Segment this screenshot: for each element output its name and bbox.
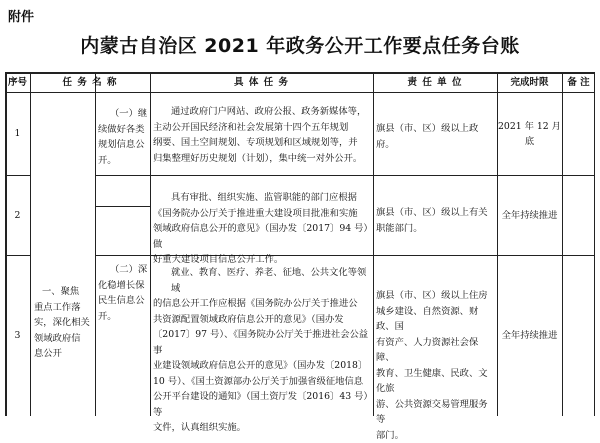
row3-seq: 3 (5, 256, 30, 416)
col-divider-1 (30, 72, 31, 416)
row3-detail-line: 10 号）、《国土资源部办公厅关于加强省级征地信息 (153, 374, 372, 390)
header-responsible: 责 任 单 位 (373, 72, 497, 93)
category-line: 息公开 (34, 346, 94, 362)
row2-responsible (376, 205, 496, 236)
subtask-1-line: （一）继 (98, 106, 150, 122)
row3-detail (153, 265, 372, 436)
category-line: 一、聚焦 (34, 284, 94, 300)
row1-seq: 1 (5, 93, 30, 175)
row1-responsible-line: 府。 (376, 137, 496, 153)
row3-deadline: 全年持续推进 (497, 256, 562, 416)
category-line: 领域政府信 (34, 331, 94, 347)
row2-detail (153, 190, 372, 268)
subtask-2-line: 开。 (98, 309, 150, 325)
row3-detail-line: 〔2017〕97 号）、《国务院办公厅关于推进社会公益事 (153, 327, 372, 358)
col-divider-3 (150, 72, 151, 416)
col-divider-2 (95, 72, 96, 416)
category-line: 实，深化相关 (34, 315, 94, 331)
task-table (5, 72, 595, 416)
row2-deadline: 全年持续推进 (497, 176, 562, 255)
row1-detail-line: 纲要、国土空间规划、专项规划和区域规划等，并 (153, 135, 372, 151)
row1-remark (562, 93, 595, 175)
row2-remark (562, 176, 595, 255)
row3-detail-line: 公开平台建设的通知》（国土资厅发〔2016〕43 号）等 (153, 389, 372, 420)
row3-detail-line: 文件，认真组织实施。 (153, 420, 372, 436)
row2-detail-line: 《国务院办公厅关于推进重大建设项目批准和实施 (153, 206, 372, 222)
row1-detail-line: 通过政府门户网站、政府公报、政务新媒体等， (153, 104, 372, 120)
attachment-label: 附件 (8, 6, 34, 25)
row3-detail-line: 共资源配置领域政府信息公开的意见》（国办发 (153, 312, 372, 328)
row3-responsible-line: 教育、卫生健康、民政、文化旅 (376, 366, 496, 397)
row1-deadline: 2021 年 12 月底 (497, 93, 562, 175)
col-divider-4 (373, 72, 374, 416)
row2-detail-line: 好重大建设项目信息公开工作。 (153, 252, 372, 268)
subtask-1-line: 续做好各类 (98, 122, 150, 138)
category-name (34, 284, 94, 362)
row2-responsible-line: 职能部门。 (376, 221, 496, 237)
subtask-2-line: （二）深 (98, 262, 150, 278)
row3-responsible-line: 有资产、人力资源社会保障、 (376, 335, 496, 366)
sub1-bottom-border (95, 206, 150, 207)
row3-responsible (376, 288, 496, 443)
row2-detail-line: 具有审批、组织实施、监管职能的部门应根据 (153, 190, 372, 206)
subtask-1-line: 规划信息公 (98, 137, 150, 153)
row3-detail-line: 业建设领域政府信息公开的意见》（国办发〔2018〕 (153, 358, 372, 374)
row2-responsible-line: 旗县（市、区）级以上有关 (376, 205, 496, 221)
row3-responsible-line: 旗县（市、区）级以上住房 (376, 288, 496, 304)
row1-responsible (376, 121, 496, 152)
header-task-detail: 具 体 任 务 (150, 72, 373, 93)
row3-responsible-line: 游、公共资源交易管理服务等 (376, 397, 496, 428)
header-remark: 备 注 (562, 72, 595, 93)
row1-detail-line: 归集整理好历史规划（计划），集中统一对外公开。 (153, 151, 372, 167)
row2-detail-line: 领域政府信息公开的意见》（国办发〔2017〕94 号）做 (153, 221, 372, 252)
subtask-1-name (98, 106, 150, 168)
header-seq: 序号 (5, 72, 30, 93)
row2-seq: 2 (5, 176, 30, 255)
subtask-1-line: 开。 (98, 153, 150, 169)
header-deadline: 完成时限 (497, 72, 562, 93)
row1-detail-line: 主动公开国民经济和社会发展第十四个五年规划 (153, 120, 372, 136)
row3-detail-line: 就业、教育、医疗、养老、征地、公共文化等领域 (153, 265, 372, 296)
row3-responsible-line: 城乡建设、自然资源、财政、国 (376, 304, 496, 335)
subtask-2-line: 民生信息公 (98, 293, 150, 309)
row1-responsible-line: 旗县（市、区）级以上政 (376, 121, 496, 137)
row3-detail-line: 的信息公开工作应根据《国务院办公厅关于推进公 (153, 296, 372, 312)
row3-responsible-line: 部门。 (376, 428, 496, 443)
row3-remark (562, 256, 595, 416)
subtask-2-name (98, 262, 150, 324)
header-task-name: 任 务 名 称 (30, 72, 150, 93)
row1-detail (153, 104, 372, 166)
subtask-2-line: 化稳增长保 (98, 278, 150, 294)
category-line: 重点工作落 (34, 300, 94, 316)
document-title: 内蒙古自治区 2021 年政务公开工作要点任务台账 (0, 31, 600, 58)
